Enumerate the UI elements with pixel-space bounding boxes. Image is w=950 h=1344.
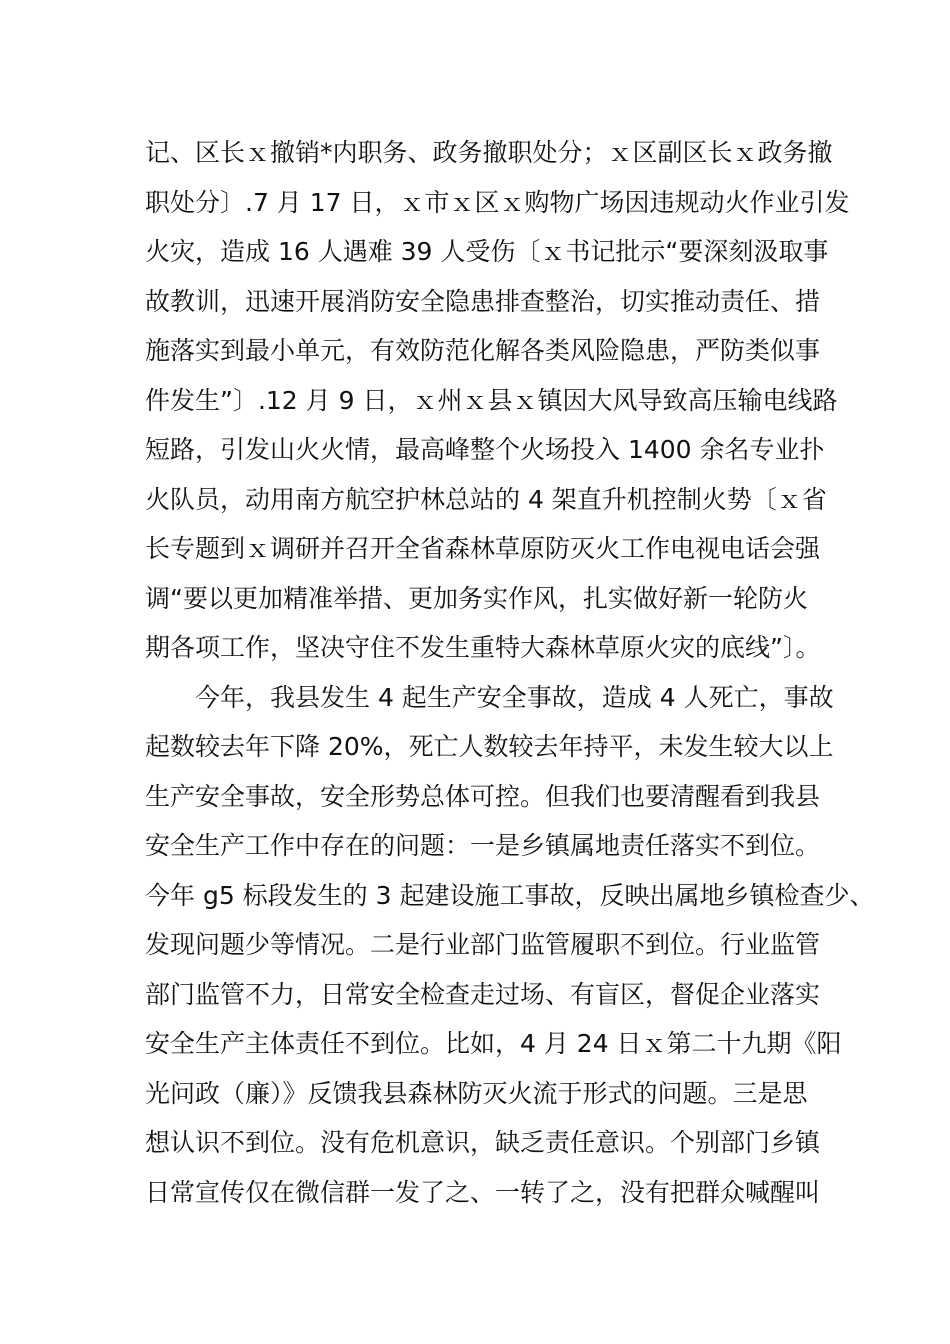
text-line: 光问政（廉）》反馈我县森林防灭火流于形式的问题。三是思 xyxy=(145,1078,808,1108)
text-line: 部门监管不力，日常安全检查走过场、有盲区，督促企业落实 xyxy=(145,979,821,1009)
text-line: 职处分〕.7 月 17 日，ｘ市ｘ区ｘ购物广场因违规动火作业引发 xyxy=(145,187,850,217)
text-line: 长专题到ｘ调研并召开全省森林草原防灭火工作电视电话会强 xyxy=(145,534,821,563)
text-line: 记、区长ｘ撤销*内职务、政务撤职处分；ｘ区副区长ｘ政务撤 xyxy=(145,138,833,167)
text-line: 安全生产主体责任不到位。比如，4 月 24 日ｘ第二十九期《阳 xyxy=(145,1029,842,1058)
text-line: 发现问题少等情况。二是行业部门监管履职不到位。行业监管 xyxy=(145,930,821,959)
text-line: 施落实到最小单元，有效防范化解各类风险隐患，严防类似事 xyxy=(145,336,821,365)
text-line: 故教训，迅速开展消防安全隐患排查整治，切实推动责任、措 xyxy=(145,286,821,316)
text-line: 起数较去年下降 20%，死亡人数较去年持平，未发生较大以上 xyxy=(145,732,834,761)
text-line: 火灾，造成 16 人遇难 39 人受伤〔ｘ书记批示“要深刻汲取事 xyxy=(145,237,829,266)
text-line: 调“要以更加精准举措、更加务实作风，扎实做好新一轮防火 xyxy=(145,583,808,613)
text-line: 件发生”〕.12 月 9 日，ｘ州ｘ县ｘ镇因大风导致高压输电线路 xyxy=(145,385,838,415)
text-line: 今年，我县发生 4 起生产安全事故，造成 4 人死亡，事故 xyxy=(145,682,834,712)
text-line: 今年 g5 标段发生的 3 起建设施工事故，反映出属地乡镇检查少、 xyxy=(145,880,875,910)
text-line: 期各项工作，坚决守住不发生重特大森林草原火灾的底线”〕。 xyxy=(145,633,821,662)
text-line: 想认识不到位。没有危机意识，缺乏责任意识。个别部门乡镇 xyxy=(145,1128,821,1157)
text-line: 火队员，动用南方航空护林总站的 4 架直升机控制火势〔ｘ省 xyxy=(145,484,827,514)
text-line: 生产安全事故，安全形势总体可控。但我们也要清醒看到我县 xyxy=(145,781,821,811)
text-line: 短路，引发山火火情，最高峰整个火场投入 1400 余名专业扑 xyxy=(145,435,825,464)
body-text xyxy=(145,128,875,1217)
text-line: 日常宣传仅在微信群一发了之、一转了之，没有把群众喊醒叫 xyxy=(145,1177,821,1207)
text-line: 安全生产工作中存在的问题：一是乡镇属地责任落实不到位。 xyxy=(145,831,821,860)
